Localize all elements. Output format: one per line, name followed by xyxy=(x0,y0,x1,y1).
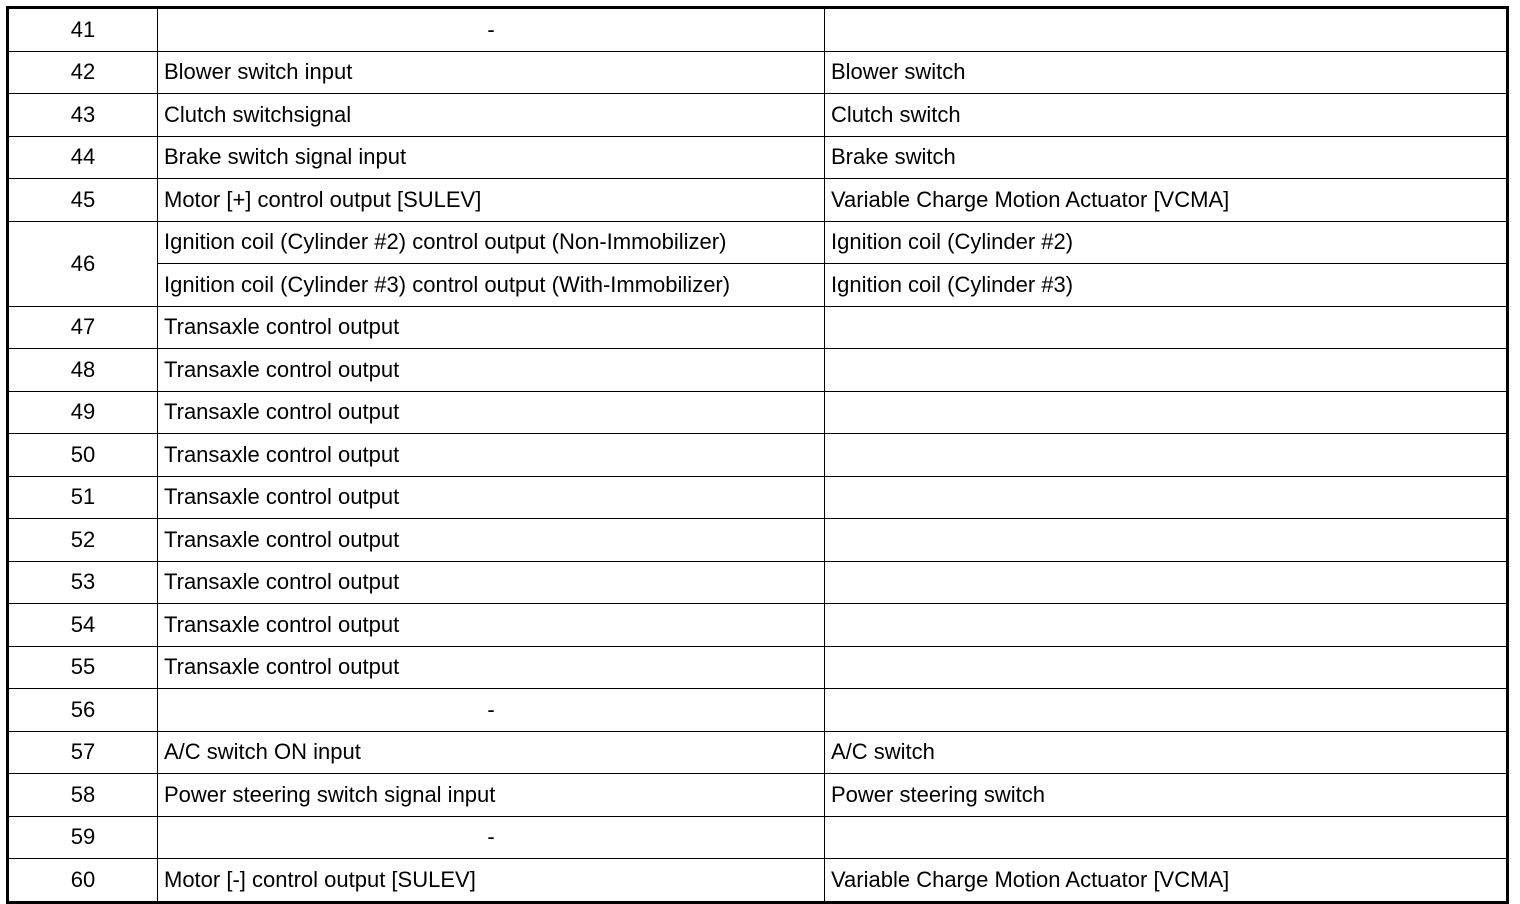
pin-description: - xyxy=(158,689,825,732)
connected-component xyxy=(825,349,1508,392)
table-row xyxy=(8,179,1508,222)
table-row xyxy=(8,689,1508,732)
table-row xyxy=(8,349,1508,392)
pin-number: 47 xyxy=(8,306,158,349)
pin-number: 43 xyxy=(8,94,158,137)
table-row xyxy=(8,561,1508,604)
pin-description: Transaxle control output xyxy=(158,476,825,519)
pin-description: Motor [-] control output [SULEV] xyxy=(158,859,825,903)
table-row xyxy=(8,859,1508,903)
pin-number: 60 xyxy=(8,859,158,903)
connected-component: Variable Charge Motion Actuator [VCMA] xyxy=(825,179,1508,222)
connected-component xyxy=(825,646,1508,689)
connected-component xyxy=(825,434,1508,477)
pin-description: Transaxle control output xyxy=(158,349,825,392)
table-row xyxy=(8,434,1508,477)
table-row xyxy=(8,476,1508,519)
table-row xyxy=(8,774,1508,817)
table-row xyxy=(8,519,1508,562)
pin-description: Transaxle control output xyxy=(158,561,825,604)
pin-description: A/C switch ON input xyxy=(158,731,825,774)
table-row xyxy=(8,136,1508,179)
connected-component xyxy=(825,519,1508,562)
pin-description: Ignition coil (Cylinder #3) control output (With-Immobilizer) xyxy=(158,264,825,307)
pin-description: Brake switch signal input xyxy=(158,136,825,179)
connected-component xyxy=(825,8,1508,52)
connected-component xyxy=(825,306,1508,349)
table-row xyxy=(8,94,1508,137)
pin-function-table xyxy=(6,6,1509,904)
pin-number: 46 xyxy=(8,221,158,306)
connected-component: Variable Charge Motion Actuator [VCMA] xyxy=(825,859,1508,903)
pin-description: Power steering switch signal input xyxy=(158,774,825,817)
pin-description: Transaxle control output xyxy=(158,306,825,349)
pin-number: 41 xyxy=(8,8,158,52)
pin-description: Transaxle control output xyxy=(158,391,825,434)
connected-component xyxy=(825,604,1508,647)
pin-number: 59 xyxy=(8,816,158,859)
pin-number: 57 xyxy=(8,731,158,774)
table-row xyxy=(8,731,1508,774)
connected-component: Ignition coil (Cylinder #3) xyxy=(825,264,1508,307)
pin-description: Ignition coil (Cylinder #2) control output (Non-Immobilizer) xyxy=(158,221,825,264)
pin-description: - xyxy=(158,8,825,52)
pin-description: - xyxy=(158,816,825,859)
table-row xyxy=(8,51,1508,94)
pin-number: 52 xyxy=(8,519,158,562)
table-row xyxy=(8,8,1508,52)
connected-component: Clutch switch xyxy=(825,94,1508,137)
pin-number: 58 xyxy=(8,774,158,817)
connected-component xyxy=(825,689,1508,732)
pin-description: Motor [+] control output [SULEV] xyxy=(158,179,825,222)
table-row xyxy=(8,816,1508,859)
pin-number: 56 xyxy=(8,689,158,732)
pin-number: 51 xyxy=(8,476,158,519)
pin-description: Transaxle control output xyxy=(158,646,825,689)
pin-number: 42 xyxy=(8,51,158,94)
connected-component: Blower switch xyxy=(825,51,1508,94)
connected-component xyxy=(825,561,1508,604)
pin-number: 50 xyxy=(8,434,158,477)
connected-component: A/C switch xyxy=(825,731,1508,774)
pin-description: Transaxle control output xyxy=(158,519,825,562)
pin-number: 55 xyxy=(8,646,158,689)
table-row xyxy=(8,391,1508,434)
pin-number: 53 xyxy=(8,561,158,604)
table-row xyxy=(8,306,1508,349)
connected-component: Ignition coil (Cylinder #2) xyxy=(825,221,1508,264)
pin-description: Clutch switchsignal xyxy=(158,94,825,137)
pin-number: 44 xyxy=(8,136,158,179)
table-row xyxy=(8,264,1508,307)
pin-number: 49 xyxy=(8,391,158,434)
connected-component: Brake switch xyxy=(825,136,1508,179)
pin-number: 54 xyxy=(8,604,158,647)
pin-number: 48 xyxy=(8,349,158,392)
pin-description: Blower switch input xyxy=(158,51,825,94)
table-row xyxy=(8,646,1508,689)
connected-component xyxy=(825,391,1508,434)
table-row xyxy=(8,221,1508,264)
connected-component xyxy=(825,476,1508,519)
pin-description: Transaxle control output xyxy=(158,434,825,477)
connected-component xyxy=(825,816,1508,859)
connected-component: Power steering switch xyxy=(825,774,1508,817)
pin-number: 45 xyxy=(8,179,158,222)
pin-description: Transaxle control output xyxy=(158,604,825,647)
table-row xyxy=(8,604,1508,647)
